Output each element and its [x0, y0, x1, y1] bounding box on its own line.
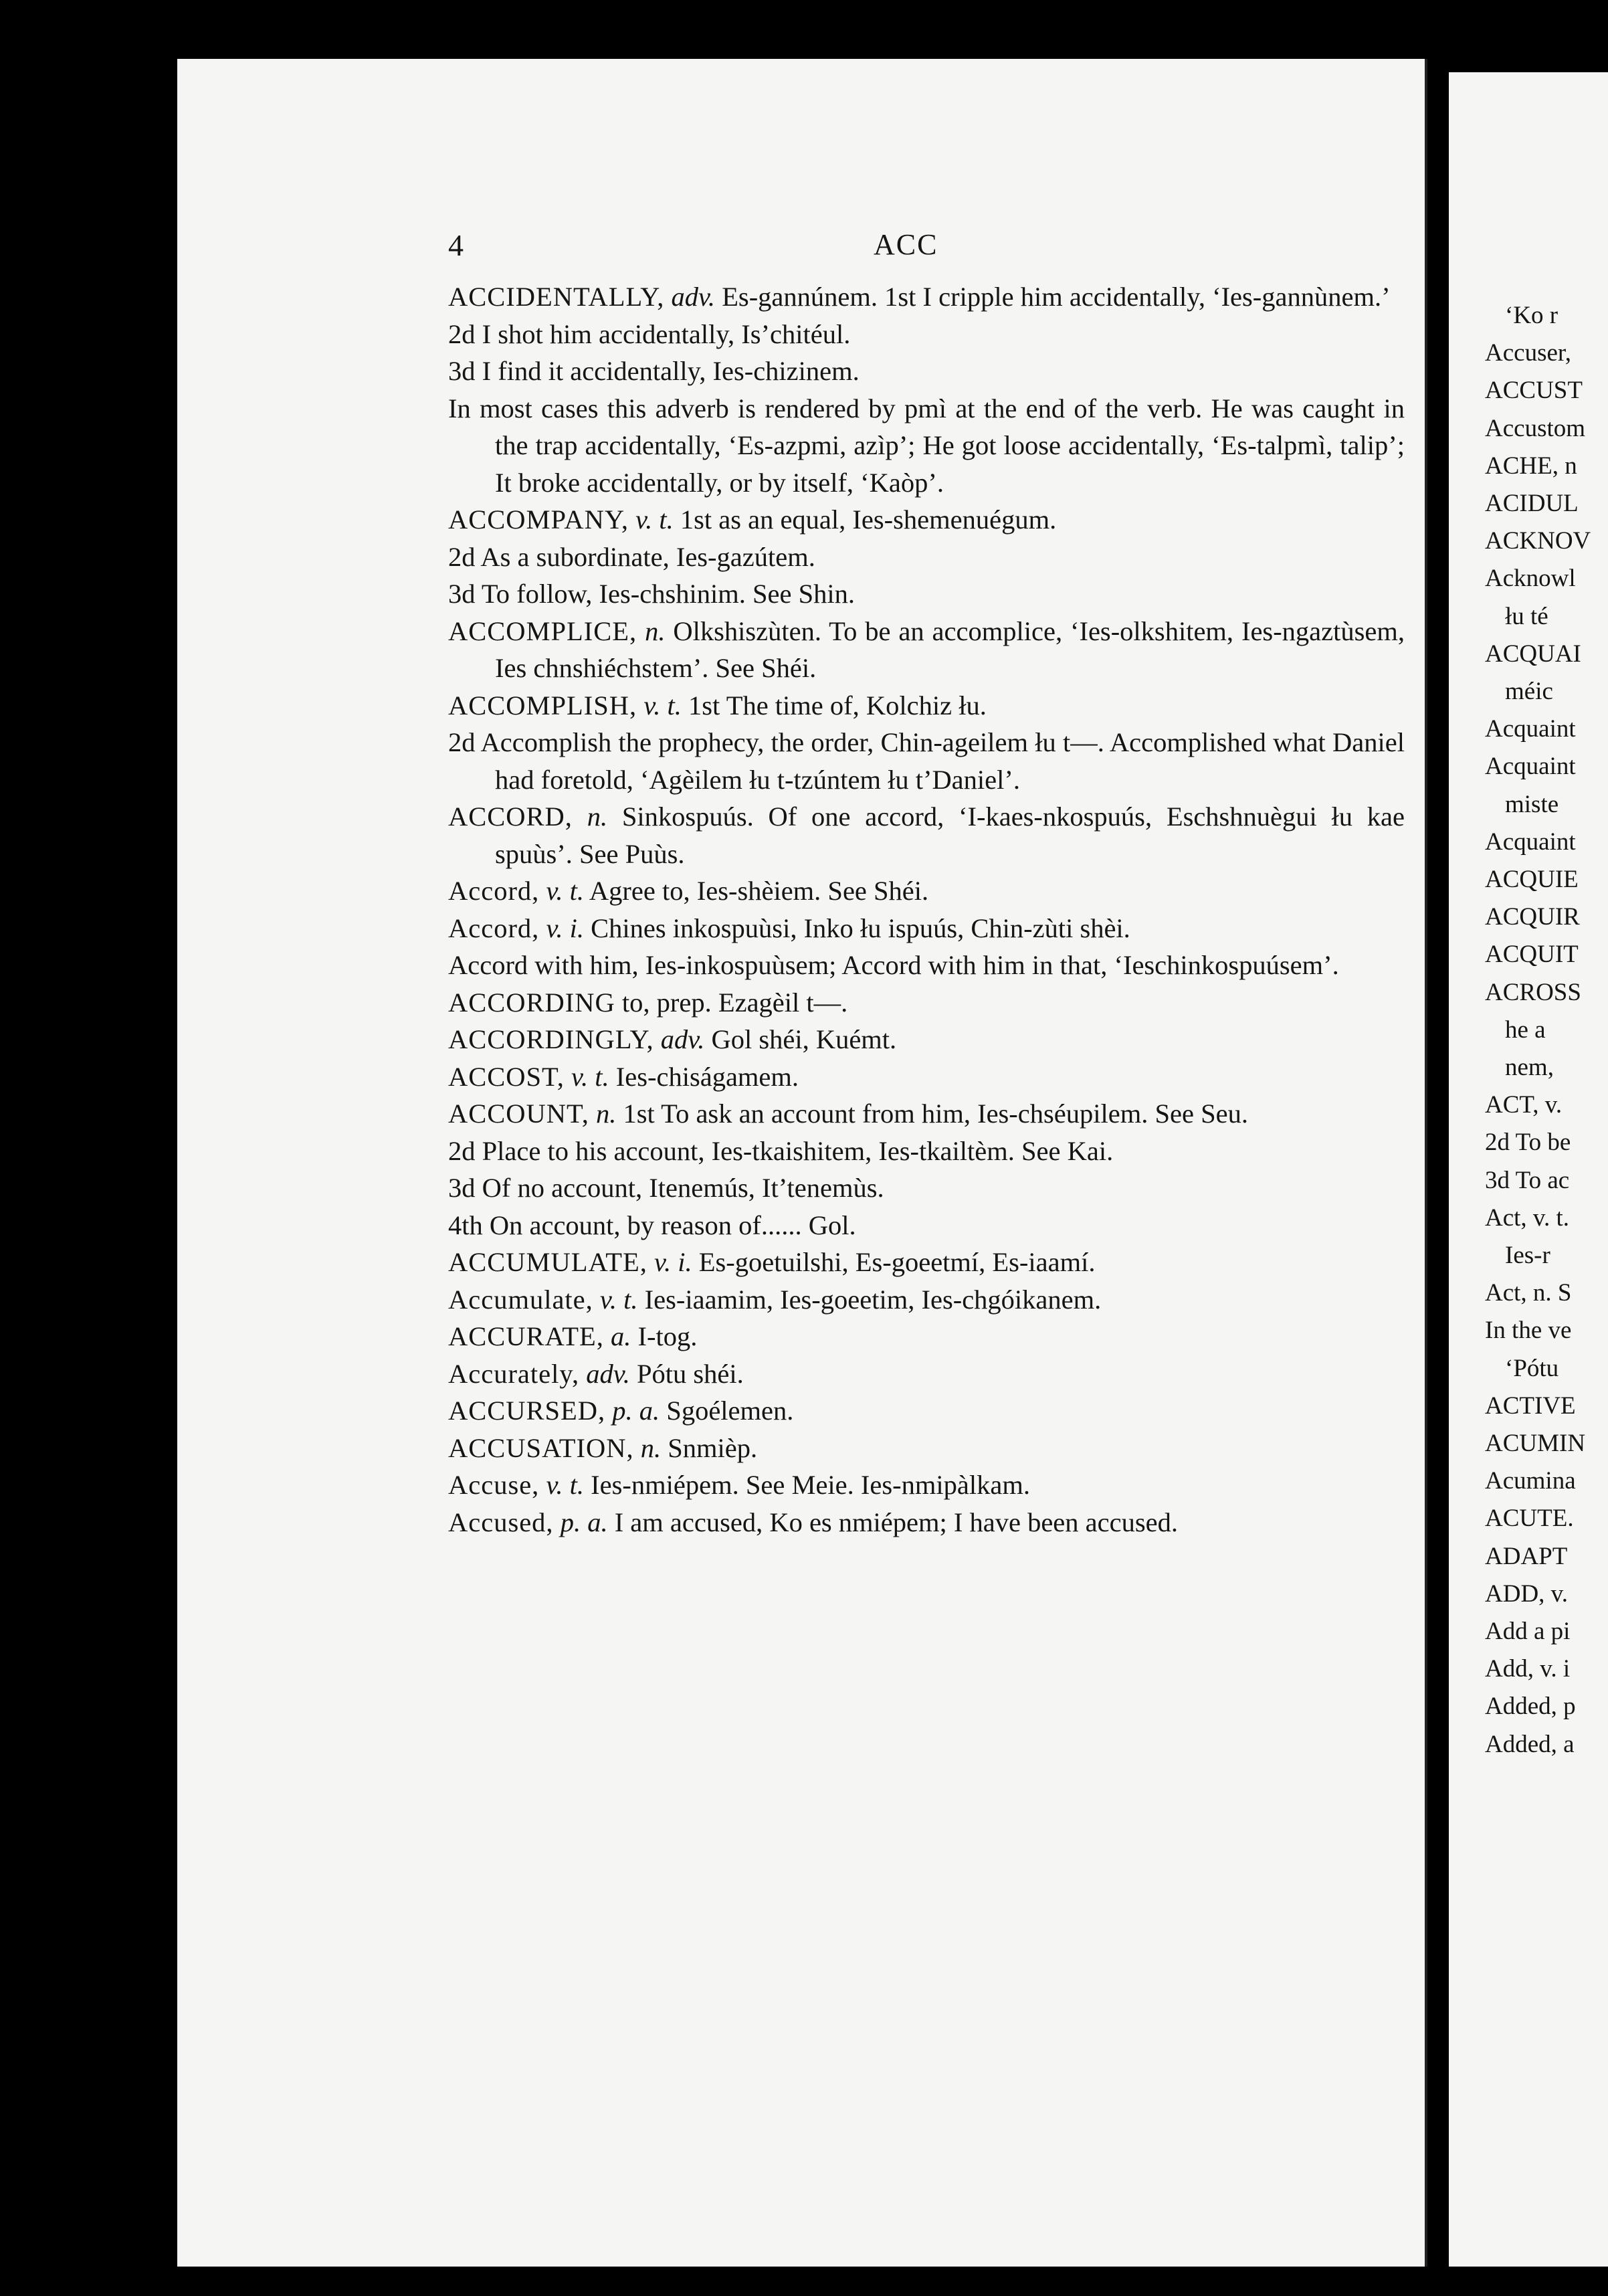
entry-grammar: n.	[645, 615, 666, 646]
entry-headword: ACCUMULATE,	[448, 1247, 647, 1277]
facing-page-line: Added, a	[1485, 1730, 1575, 1758]
entry-text: Ies-nmiépem. See Meie. Ies-nmipàlkam.	[584, 1470, 1030, 1500]
facing-page-line: In the ve	[1485, 1317, 1572, 1345]
dictionary-entry	[448, 353, 1405, 390]
entry-headword: ACCORDING	[448, 987, 615, 1018]
dictionary-entry	[448, 1207, 1405, 1244]
entry-text: to, prep. Ezagèil t—.	[621, 987, 848, 1018]
dictionary-entry	[448, 910, 1405, 947]
dictionary-entry	[448, 1281, 1405, 1319]
facing-page-line: Act, n. S	[1485, 1279, 1572, 1307]
facing-page-line: Acquaint	[1485, 828, 1576, 856]
entry-grammar: p. a.	[560, 1507, 608, 1537]
dictionary-entry	[448, 613, 1405, 687]
facing-page-line: ‘Ko r	[1505, 302, 1559, 329]
dictionary-entry	[448, 278, 1405, 316]
facing-page-line: he a	[1505, 1016, 1546, 1044]
entry-headword: ACCORDINGLY,	[448, 1024, 654, 1054]
dictionary-entry	[448, 872, 1405, 910]
dictionary-entry	[448, 539, 1405, 576]
facing-page-line: ACTIVE	[1485, 1392, 1576, 1420]
entry-headword: Accumulate,	[448, 1284, 593, 1315]
facing-page-line: Accustom	[1485, 414, 1586, 442]
entry-grammar: v. t.	[599, 1284, 638, 1315]
entry-headword: ACCOMPANY,	[448, 504, 629, 535]
entry-headword: Accuse,	[448, 1470, 540, 1500]
facing-page-line: 3d To ac	[1485, 1166, 1570, 1194]
facing-page-line: ACCUST	[1485, 377, 1583, 405]
dictionary-entry	[448, 724, 1405, 798]
dictionary-entry	[448, 1133, 1405, 1170]
entry-grammar: a.	[611, 1321, 631, 1351]
entry-grammar: v. t.	[546, 876, 585, 906]
facing-page-line: ACQUIE	[1485, 866, 1579, 893]
facing-page-line: Acquaint	[1485, 753, 1576, 781]
entry-text: I-tog.	[631, 1321, 698, 1351]
entry-grammar: p. a.	[612, 1396, 660, 1426]
facing-page-line: ACQUAI	[1485, 640, 1581, 668]
facing-page-line: Add a pi	[1485, 1618, 1571, 1645]
facing-page-line: ACUTE.	[1485, 1505, 1574, 1533]
running-head: ACC	[874, 228, 938, 261]
entry-text: 3d To follow, Ies-chshinim. See Shin.	[448, 579, 855, 609]
dictionary-entry	[448, 1169, 1405, 1207]
entry-grammar: n.	[587, 801, 608, 832]
entry-headword: ACCOUNT,	[448, 1098, 589, 1129]
entry-text: I am accused, Ko es nmiépem; I have been accused.	[607, 1507, 1178, 1537]
entry-text: Sgoélemen.	[660, 1396, 794, 1426]
entry-text: Gol shéi, Kuémt.	[704, 1024, 897, 1054]
entry-text: Ies-iaamim, Ies-goeetim, Ies-chgóikanem.	[637, 1284, 1102, 1315]
dictionary-entry	[448, 1244, 1405, 1281]
entry-text: Accord with him, Ies-inkospuùsem; Accord with him in that, ‘Ieschinkospuúsem’.	[448, 950, 1339, 980]
entry-text: 2d As a subordinate, Ies-gazútem.	[448, 541, 815, 572]
dictionary-entry	[448, 1392, 1405, 1430]
entry-grammar: v. t.	[643, 690, 682, 721]
entry-text: Snmièp.	[661, 1432, 758, 1463]
page-gutter	[1425, 59, 1427, 2267]
book-page-right-partial	[1449, 72, 1608, 2267]
entry-grammar: adv.	[671, 282, 716, 312]
facing-page-line: ACT, v.	[1485, 1091, 1563, 1119]
entry-text: 1st To ask an account from him, Ies-chséupilem. See Seu.	[616, 1098, 1248, 1129]
entry-grammar: n.	[596, 1098, 617, 1129]
entry-grammar: v. i.	[654, 1247, 692, 1277]
facing-page-line: ACUMIN	[1485, 1430, 1586, 1457]
entry-text: Pótu shéi.	[629, 1358, 744, 1389]
entry-headword: ACCURATE,	[448, 1321, 604, 1351]
dictionary-entry	[448, 1355, 1405, 1393]
entry-headword: ACCUSATION,	[448, 1432, 634, 1463]
entry-grammar: v. t.	[546, 1470, 585, 1500]
entry-grammar: v. i.	[546, 913, 585, 943]
facing-page-line: ACQUIR	[1485, 903, 1580, 931]
dictionary-entry	[448, 1095, 1405, 1133]
dictionary-entry	[448, 575, 1405, 613]
entry-grammar: v. t.	[635, 504, 674, 535]
entry-text: 4th On account, by reason of...... Gol.	[448, 1210, 856, 1240]
dictionary-entry	[448, 1058, 1405, 1096]
facing-page-line: Accuser,	[1485, 339, 1571, 367]
entry-text: In most cases this adverb is rendered by pmì at the end of the verb. He was caught in the trap accidentally, ‘Es-azpmi, azìp’; He got loose accidentally, ‘Es-talpmì, talip’; It broke accidentally, or by itself, ‘Kaòp’.	[448, 393, 1405, 498]
entry-text: 3d I find it accidentally, Ies-chizinem.	[448, 356, 860, 386]
dictionary-entry	[448, 984, 1405, 1022]
facing-page-line: Added, p	[1485, 1693, 1576, 1721]
facing-page-line: ‘Pótu	[1505, 1354, 1559, 1382]
facing-page-line: méic	[1505, 678, 1553, 705]
entry-text: Sinkospuús. Of one accord, ‘I-kaes-nkospuús, Eschshnuègui łu kae spuùs’. See Puùs.	[495, 801, 1405, 869]
facing-page-line: Acknowl	[1485, 565, 1576, 593]
entry-headword: Accused,	[448, 1507, 554, 1537]
entry-text: 1st The time of, Kolchiz łu.	[681, 690, 987, 721]
entry-headword: ACCORD,	[448, 801, 573, 832]
facing-page-line: Act, v. t.	[1485, 1204, 1570, 1232]
dictionary-entry	[448, 501, 1405, 539]
entry-text: Es-goetuilshi, Es-goeetmí, Es-iaamí.	[692, 1247, 1096, 1277]
dictionary-entry	[448, 687, 1405, 725]
entry-headword: Accord,	[448, 913, 540, 943]
facing-page-line: ACROSS	[1485, 978, 1581, 1006]
entry-text: Es-gannúnem. 1st I cripple him accidentally, ‘Ies-gannùnem.’	[715, 282, 1391, 312]
facing-page-line: Add, v. i	[1485, 1655, 1571, 1683]
entry-grammar: n.	[640, 1432, 662, 1463]
entry-headword: ACCURSED,	[448, 1396, 606, 1426]
facing-page-line: miste	[1505, 790, 1559, 818]
entry-text: 1st as an equal, Ies-shemenuégum.	[673, 504, 1057, 535]
facing-page-line: ACHE, n	[1485, 452, 1577, 480]
entry-text: Olkshiszùten. To be an accomplice, ‘Ies-olkshitem, Ies-ngaztùsem, Ies chnshiéchstem’. See Shéi.	[495, 615, 1405, 683]
entry-headword: ACCIDENTALLY,	[448, 282, 665, 312]
dictionary-entry	[448, 1318, 1405, 1355]
dictionary-entry	[448, 947, 1405, 984]
entry-text: Ies-chiságamem.	[609, 1061, 799, 1092]
entry-grammar: v. t.	[571, 1061, 609, 1092]
dictionary-entry	[448, 1504, 1405, 1541]
entry-headword: Accurately,	[448, 1358, 580, 1389]
dictionary-entry	[448, 390, 1405, 502]
facing-page-line: łu té	[1505, 602, 1548, 630]
facing-page-line: ADD, v.	[1485, 1580, 1569, 1608]
facing-page-line: Acquaint	[1485, 715, 1576, 743]
entry-text: 2d I shot him accidentally, Is’chitéul.	[448, 318, 851, 349]
dictionary-entry	[448, 1466, 1405, 1504]
entry-text: 3d Of no account, Itenemús, It’tenemùs.	[448, 1173, 884, 1203]
facing-page-line: ACIDUL	[1485, 490, 1579, 517]
facing-page-line: Acumina	[1485, 1467, 1576, 1495]
entry-text: Agree to, Ies-shèiem. See Shéi.	[584, 876, 929, 906]
entry-grammar: adv.	[586, 1358, 630, 1389]
entry-headword: ACCOST,	[448, 1061, 565, 1092]
entry-grammar: adv.	[660, 1024, 705, 1054]
entry-text: Chines inkospuùsi, Inko łu ispuús, Chin-zùti shèi.	[584, 913, 1130, 943]
dictionary-entry	[448, 1430, 1405, 1467]
entry-headword: ACCOMPLISH,	[448, 690, 637, 721]
dictionary-entry	[448, 316, 1405, 353]
entry-text: 2d Accomplish the prophecy, the order, Chin-ageilem łu t—. Accomplished what Daniel had foretold, ‘Agèilem łu t-tzúntem łu t’Daniel’.	[448, 727, 1405, 795]
facing-page-line: nem,	[1505, 1054, 1554, 1081]
entry-text: 2d Place to his account, Ies-tkaishitem, Ies-tkailtèm. See Kai.	[448, 1135, 1114, 1166]
facing-page-line: ACQUIT	[1485, 941, 1579, 969]
entry-headword: Accord,	[448, 876, 540, 906]
dictionary-entry	[448, 798, 1405, 872]
facing-page-line: ACKNOV	[1485, 527, 1591, 555]
entry-headword: ACCOMPLICE,	[448, 615, 637, 646]
dictionary-entries	[448, 278, 1405, 1541]
dictionary-entry	[448, 1021, 1405, 1058]
facing-page-line: Ies-r	[1505, 1242, 1550, 1269]
facing-page-line: 2d To be	[1485, 1129, 1571, 1157]
facing-page-line: ADAPT	[1485, 1542, 1568, 1570]
page-number: 4	[448, 228, 464, 262]
